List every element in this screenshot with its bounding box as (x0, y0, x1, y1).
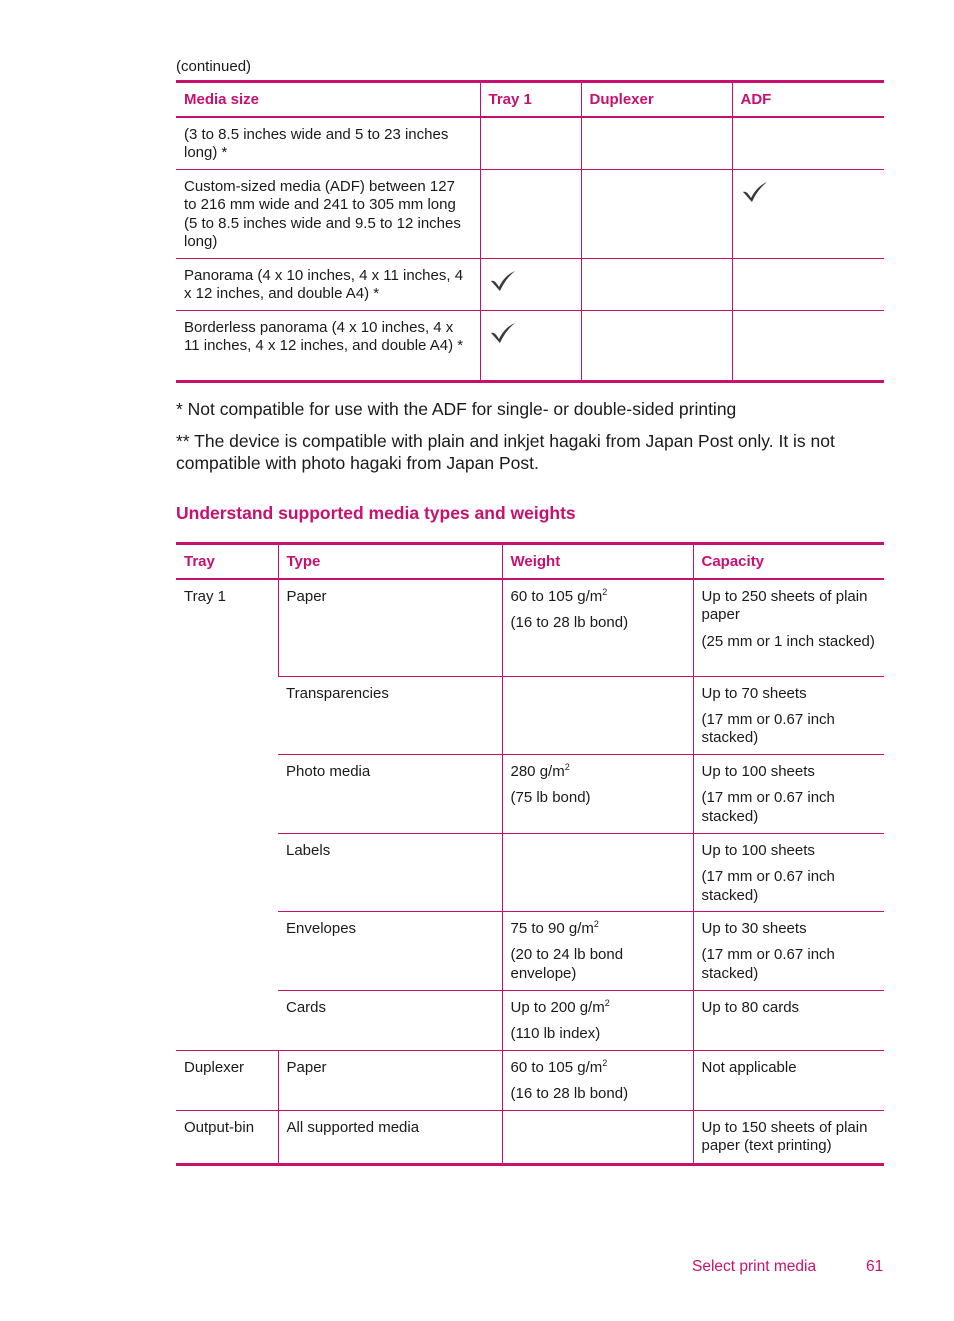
weight-text: 60 to 105 g/m (510, 1058, 603, 1076)
capacity-cell (693, 1050, 884, 1110)
weight-cell (502, 754, 693, 833)
tray1-cell (480, 310, 581, 381)
checkmark-icon (489, 321, 517, 345)
capacity-note: (25 mm or 1 inch stacked) (701, 632, 875, 650)
tray1-cell (480, 169, 581, 258)
continued-label: (continued) (176, 58, 252, 75)
type-cell: All supported media (278, 1110, 502, 1164)
tray-cell: Tray 1 (176, 579, 278, 1050)
table-row (176, 310, 884, 381)
weight-unit-exponent: 2 (604, 997, 610, 1008)
media-cell: Custom-sized media (ADF) between 127 to 216 mm wide and 241 to 305 mm long (5 to 8.5 inches wide and 9.5 to 12 inches long) (176, 169, 480, 258)
capacity-value: Up to 30 sheets (701, 919, 807, 937)
media-cell: Borderless panorama (4 x 10 inches, 4 x 11 inches, 4 x 12 inches, and double A4) * (176, 310, 480, 381)
capacity-cell (693, 579, 884, 676)
weight-note: (20 to 24 lb bond envelope) (510, 946, 624, 982)
weight-text: 60 to 105 g/m (510, 588, 603, 605)
weight-unit-exponent: 2 (602, 1057, 608, 1068)
type-cell: Labels (278, 833, 502, 911)
capacity-note: (17 mm or 0.67 inch stacked) (701, 946, 835, 982)
weight-unit-exponent: 2 (564, 761, 570, 772)
capacity-cell (693, 754, 884, 833)
capacity-value: Up to 70 sheets (701, 684, 807, 702)
header-type: Type (278, 544, 502, 580)
table-row (176, 117, 884, 169)
duplexer-cell (581, 117, 732, 169)
weight-note: (75 lb bond) (510, 789, 591, 807)
table-row (176, 754, 884, 833)
table-row (176, 579, 884, 676)
header-weight: Weight (502, 544, 693, 580)
weight-value (511, 1059, 685, 1077)
weight-text: Up to 200 g/m (510, 998, 605, 1016)
weight-cell (502, 676, 693, 754)
footnote-adf: * Not compatible for use with the ADF for single- or double-sided printing (176, 399, 737, 419)
type-cell: Transparencies (278, 676, 502, 754)
capacity-note: (17 mm or 0.67 inch stacked) (701, 710, 835, 747)
capacity-value: Up to 250 sheets of plain paper (701, 588, 868, 624)
capacity-cell (693, 676, 884, 754)
duplexer-cell (581, 258, 732, 310)
header-tray: Tray (176, 544, 278, 580)
type-cell: Envelopes (278, 911, 502, 990)
media-size-table (176, 80, 884, 383)
type-cell: Cards (278, 990, 502, 1050)
capacity-value: Up to 100 sheets (701, 762, 815, 780)
tray1-cell (480, 258, 581, 310)
weight-text: 280 g/m (510, 762, 565, 780)
table-row (176, 990, 884, 1050)
table-row (176, 1050, 884, 1110)
checkmark-icon (489, 269, 517, 293)
table-row (176, 169, 884, 258)
capacity-value: Up to 150 sheets of plain paper (text printing) (701, 1118, 868, 1155)
media-cell: (3 to 8.5 inches wide and 5 to 23 inches long) * (176, 117, 480, 169)
capacity-cell (693, 833, 884, 911)
media-types-table (176, 542, 884, 1166)
capacity-cell (693, 1110, 884, 1164)
capacity-cell (693, 911, 884, 990)
capacity-note: (17 mm or 0.67 inch stacked) (701, 789, 835, 825)
weight-unit-exponent: 2 (602, 587, 608, 597)
table-row (176, 676, 884, 754)
section-heading: Understand supported media types and weights (176, 503, 576, 523)
weight-value (511, 763, 685, 781)
weight-note: (16 to 28 lb bond) (510, 1085, 629, 1103)
capacity-value: Up to 80 cards (701, 998, 800, 1016)
table-row (176, 833, 884, 911)
checkmark-icon (741, 180, 769, 204)
weight-note: (16 to 28 lb bond) (510, 614, 629, 632)
type-cell: Paper (278, 1050, 502, 1110)
page-number: 61 (866, 1258, 884, 1275)
weight-cell (502, 990, 693, 1050)
weight-unit-exponent: 2 (593, 918, 599, 929)
media-cell: Panorama (4 x 10 inches, 4 x 11 inches, 4 x 12 inches, and double A4) * (176, 258, 480, 310)
footer-section: Select print media (692, 1258, 817, 1275)
duplexer-cell (581, 169, 732, 258)
weight-cell (502, 911, 693, 990)
header-media-size: Media size (176, 82, 480, 118)
adf-cell (732, 258, 884, 310)
adf-cell (732, 117, 884, 169)
weight-value (511, 999, 685, 1017)
weight-cell (502, 1050, 693, 1110)
table-row (176, 911, 884, 990)
duplexer-cell (581, 310, 732, 381)
weight-note: (110 lb index) (510, 1025, 601, 1043)
capacity-value: Not applicable (701, 1058, 797, 1076)
header-capacity: Capacity (693, 544, 884, 580)
table-row (176, 258, 884, 310)
adf-cell (732, 169, 884, 258)
weight-cell (502, 1110, 693, 1164)
table-row (176, 1110, 884, 1164)
capacity-value: Up to 100 sheets (701, 841, 815, 859)
weight-value (511, 588, 685, 606)
tray-cell: Output-bin (176, 1110, 278, 1164)
tray1-cell (480, 117, 581, 169)
weight-cell (502, 833, 693, 911)
header-tray1: Tray 1 (480, 82, 581, 118)
type-cell: Paper (278, 579, 502, 676)
type-cell: Photo media (278, 754, 502, 833)
adf-cell (732, 310, 884, 381)
tray-cell: Duplexer (176, 1050, 278, 1110)
footnote-hagaki: ** The device is compatible with plain and inkjet hagaki from Japan Post only. It is not compatible with photo hagaki from Japan Post. (176, 431, 835, 473)
capacity-note: (17 mm or 0.67 inch stacked) (701, 868, 835, 904)
header-duplexer: Duplexer (581, 82, 732, 118)
capacity-cell (693, 990, 884, 1050)
weight-text: 75 to 90 g/m (510, 919, 594, 937)
weight-cell (502, 579, 693, 676)
types-body (176, 579, 884, 1164)
weight-value (511, 920, 685, 938)
header-adf: ADF (732, 82, 884, 118)
